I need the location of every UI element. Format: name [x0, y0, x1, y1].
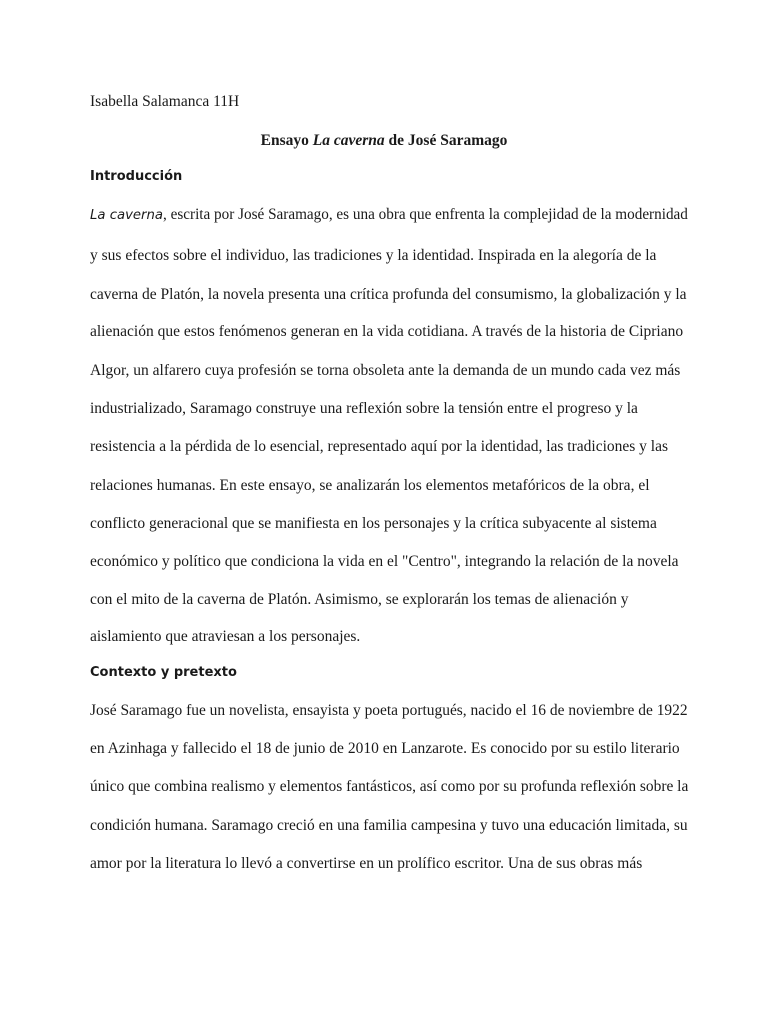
paragraph-line: conflicto generacional que se manifiesta en los personajes y la crítica subyacente al sistema — [90, 515, 657, 532]
paragraph-line: amor por la literatura lo llevó a convertirse en un prolífico escritor. Una de sus obras más — [90, 855, 643, 872]
paragraph-line: alienación que estos fenómenos generan en la vida cotidiana. A través de la historia de Cipriano — [90, 323, 684, 340]
paragraph-line: caverna de Platón, la novela presenta una crítica profunda del consumismo, la globalización y la — [90, 286, 687, 303]
paragraph-line: relaciones humanas. En este ensayo, se analizarán los elementos metafóricos de la obra, el — [90, 477, 650, 494]
title-suffix: de José Saramago — [384, 132, 508, 149]
paragraph-line: económico y político que condiciona la vida en el "Centro", integrando la relación de la novela — [90, 553, 679, 570]
title-italic: La caverna — [312, 132, 385, 149]
paragraph-line: con el mito de la caverna de Platón. Asimismo, se explorarán los temas de alienación y — [90, 591, 629, 608]
paragraph-line: Algor, un alfarero cuya profesión se torna obsoleta ante la demanda de un mundo cada vez más — [90, 362, 681, 379]
title-prefix: Ensayo — [260, 132, 313, 149]
paragraph-line: José Saramago fue un novelista, ensayista y poeta portugués, nacido el 16 de noviembre de 1922 — [90, 702, 688, 719]
book-title-italic: La caverna — [90, 207, 164, 223]
paragraph-line — [90, 205, 688, 225]
paragraph-line: único que combina realismo y elementos fantásticos, así como por su profunda reflexión sobre la — [90, 778, 689, 795]
section-heading-intro: Introducción — [90, 169, 183, 184]
paragraph-line: resistencia a la pérdida de lo esencial, representado aquí por la identidad, las tradiciones y las — [90, 438, 669, 455]
paragraph-line: y sus efectos sobre el individuo, las tradiciones y la identidad. Inspirada en la alegoría de la — [90, 247, 657, 264]
author-line: Isabella Salamanca 11H — [90, 93, 240, 110]
paragraph-line: aislamiento que atraviesan a los personajes. — [90, 628, 361, 645]
line-text: , escrita por José Saramago, es una obra que enfrenta la complejidad de la modernidad — [163, 206, 688, 223]
section-heading-context: Contexto y pretexto — [90, 665, 237, 680]
paragraph-line: industrializado, Saramago construye una reflexión sobre la tensión entre el progreso y la — [90, 400, 638, 417]
essay-title — [0, 131, 768, 151]
paragraph-line: en Azinhaga y fallecido el 18 de junio de 2010 en Lanzarote. Es conocido por su estilo literario — [90, 740, 680, 757]
paragraph-line: condición humana. Saramago creció en una familia campesina y tuvo una educación limitada, su — [90, 817, 688, 834]
